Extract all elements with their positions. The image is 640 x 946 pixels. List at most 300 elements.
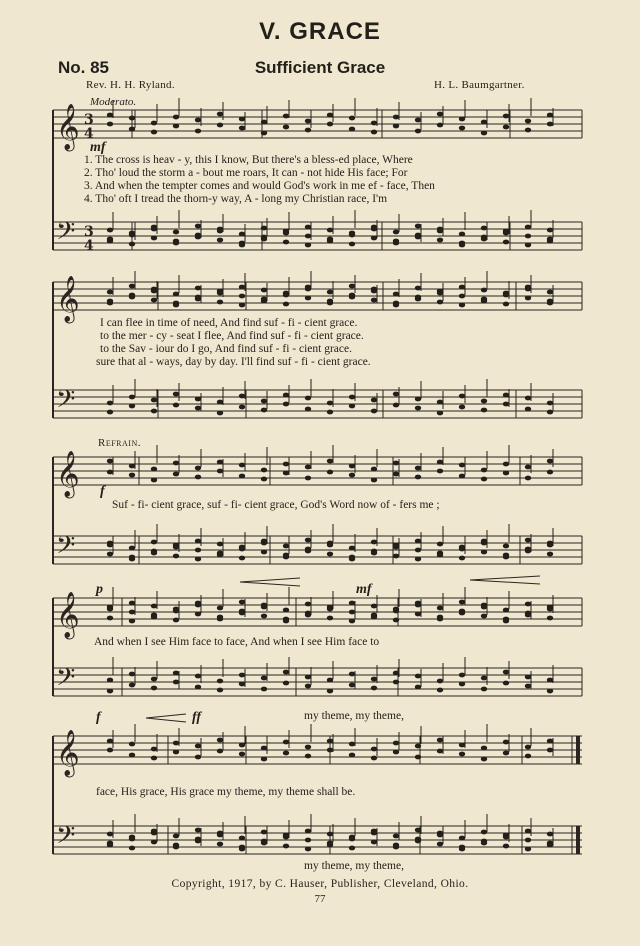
note-head — [305, 829, 311, 834]
note-head — [481, 299, 487, 304]
note-head — [415, 603, 421, 608]
dynamic-f: f — [100, 484, 105, 499]
note-head — [481, 541, 487, 546]
note-head — [261, 237, 267, 242]
note-head — [371, 756, 377, 761]
note-head — [239, 547, 245, 552]
note-head — [283, 844, 289, 849]
note-head — [261, 614, 267, 619]
note-head — [261, 746, 267, 751]
note-head — [173, 834, 179, 839]
note-head — [437, 679, 443, 684]
note-head — [261, 288, 267, 293]
note-head — [173, 403, 179, 408]
note-head — [195, 557, 201, 562]
note-head — [503, 302, 509, 307]
note-head — [371, 478, 377, 483]
verse-4-line-1: 4. Tho' oft I tread the thorn-y way, A - long my Christian race, I'm — [84, 193, 388, 205]
note-head — [283, 544, 289, 549]
note-head — [327, 552, 333, 557]
note-head — [547, 113, 553, 118]
note-head — [437, 291, 443, 296]
note-head — [327, 689, 333, 694]
note-head — [129, 464, 135, 469]
note-head — [195, 224, 201, 229]
note-head — [129, 116, 135, 121]
note-head — [437, 460, 443, 465]
verse-3-line-1: 3. And when the tempter comes and would God's work in me ef - face, Then — [84, 180, 435, 192]
note-head — [525, 128, 531, 133]
section-title: V. GRACE — [259, 18, 381, 45]
note-head — [151, 121, 157, 126]
note-head — [371, 747, 377, 752]
note-head — [525, 549, 531, 554]
note-head — [349, 295, 355, 300]
note-head — [547, 228, 553, 233]
note-head — [217, 688, 223, 693]
note-head — [547, 616, 553, 621]
note-head — [371, 677, 377, 682]
note-head — [107, 122, 113, 127]
note-head — [503, 240, 509, 245]
note-head — [503, 393, 509, 398]
note-head — [459, 847, 465, 852]
note-head — [371, 298, 377, 303]
note-head — [129, 742, 135, 747]
note-head — [283, 125, 289, 130]
note-head — [195, 603, 201, 608]
note-head — [503, 544, 509, 549]
note-head — [305, 296, 311, 301]
note-head — [151, 677, 157, 682]
note-head — [393, 115, 399, 120]
note-head — [437, 112, 443, 117]
note-head — [503, 125, 509, 130]
note-head — [239, 243, 245, 248]
note-head — [437, 411, 443, 416]
svg-text:𝄢: 𝄢 — [56, 531, 76, 566]
note-head — [437, 749, 443, 754]
verse-2-line-2: to the mer - cy - seat I flee, And find suf - fi - cient grace. — [100, 330, 364, 342]
note-head — [261, 468, 267, 473]
note-head — [459, 117, 465, 122]
note-head — [217, 617, 223, 622]
treble-clef-icon: 𝄞 — [56, 104, 80, 150]
note-head — [371, 840, 377, 845]
note-head — [129, 846, 135, 851]
note-head — [503, 231, 509, 236]
note-head — [261, 131, 267, 136]
note-head — [173, 741, 179, 746]
note-head — [305, 396, 311, 401]
note-head — [239, 303, 245, 308]
note-head — [503, 844, 509, 849]
note-head — [195, 612, 201, 617]
note-head — [393, 680, 399, 685]
note-head — [195, 297, 201, 302]
svg-text:3: 3 — [84, 224, 94, 240]
note-head — [283, 302, 289, 307]
note-head — [239, 117, 245, 122]
note-head — [327, 239, 333, 244]
note-head — [217, 842, 223, 847]
note-head — [547, 843, 553, 848]
note-head — [393, 545, 399, 550]
note-head — [239, 611, 245, 616]
note-head — [305, 538, 311, 543]
note-head — [349, 619, 355, 624]
note-head — [195, 755, 201, 760]
note-head — [459, 836, 465, 841]
note-head — [107, 459, 113, 464]
note-head — [327, 401, 333, 406]
dynamic-mf-2: mf — [356, 582, 372, 597]
note-head — [283, 240, 289, 245]
note-head — [547, 552, 553, 557]
note-head — [371, 227, 377, 232]
copyright-notice: Copyright, 1917, by C. Hauser, Publisher, Cleveland, Ohio. — [171, 878, 469, 890]
svg-text:𝄢: 𝄢 — [56, 663, 76, 698]
note-head — [415, 539, 421, 544]
note-head — [195, 828, 201, 833]
note-head — [305, 128, 311, 133]
note-head — [107, 543, 113, 548]
note-head — [305, 613, 311, 618]
note-head — [525, 407, 531, 412]
note-head — [107, 739, 113, 744]
note-head — [415, 129, 421, 134]
verse-1-line-2: I can flee in time of need, And find suf - fi - cient grace. — [100, 317, 358, 329]
note-head — [415, 548, 421, 553]
note-head — [261, 687, 267, 692]
note-head — [503, 402, 509, 407]
note-head — [261, 477, 267, 482]
note-head — [349, 395, 355, 400]
note-head — [459, 394, 465, 399]
verse-2-line-1: 2. Tho' loud the storm a - bout me roars, It can - not hide His face; For — [84, 167, 408, 179]
note-head — [195, 839, 201, 844]
note-head — [437, 833, 443, 838]
note-head — [481, 687, 487, 692]
note-head — [195, 406, 201, 411]
note-head — [503, 670, 509, 675]
verse-3-line-2: to the Sav - iour do I go, And find suf - fi - cient grace. — [100, 343, 352, 355]
note-head — [129, 395, 135, 400]
note-head — [547, 401, 553, 406]
note-head — [261, 676, 267, 681]
note-head — [195, 286, 201, 291]
note-head — [393, 845, 399, 850]
note-head — [437, 238, 443, 243]
note-head — [459, 547, 465, 552]
note-head — [305, 675, 311, 680]
note-head — [283, 670, 289, 675]
note-head — [129, 295, 135, 300]
note-head — [261, 541, 267, 546]
note-head — [459, 611, 465, 616]
note-head — [151, 398, 157, 403]
note-head — [151, 236, 157, 241]
note-head — [415, 612, 421, 617]
note-head — [371, 686, 377, 691]
note-head — [371, 467, 377, 472]
note-head — [437, 300, 443, 305]
note-head — [525, 613, 531, 618]
note-head — [459, 463, 465, 468]
note-head — [371, 236, 377, 241]
svg-text:4: 4 — [84, 126, 94, 142]
svg-text:𝄞: 𝄞 — [56, 730, 80, 776]
note-head — [283, 608, 289, 613]
note-head — [525, 119, 531, 124]
note-head — [437, 842, 443, 847]
note-head — [547, 239, 553, 244]
note-head — [129, 557, 135, 562]
dynamic-f-2: f — [96, 710, 101, 725]
note-head — [151, 540, 157, 545]
note-head — [173, 554, 179, 559]
note-head — [371, 615, 377, 620]
note-head — [547, 607, 553, 612]
note-head — [217, 469, 223, 474]
note-head — [283, 681, 289, 686]
note-head — [173, 671, 179, 676]
note-head — [283, 402, 289, 407]
note-head — [173, 545, 179, 550]
note-head — [217, 238, 223, 243]
note-head — [481, 237, 487, 242]
note-head — [393, 461, 399, 466]
note-head — [327, 678, 333, 683]
verse-4-line-2: sure that al - ways, day by day. I'll find suf - fi - cient grace. — [96, 356, 371, 368]
composer-credit: H. L. Baumgartner. — [434, 79, 525, 91]
note-head — [129, 233, 135, 238]
note-head — [459, 556, 465, 561]
note-head — [239, 463, 245, 468]
note-head — [393, 554, 399, 559]
note-head — [305, 407, 311, 412]
refrain-label: Refrain. — [98, 437, 141, 449]
refrain-lyric: Suf - fi- cient grace, suf - fi- cient grace, God's Word now of - fers me ; — [112, 499, 440, 511]
note-head — [305, 476, 311, 481]
lyricist-credit: Rev. H. H. Ryland. — [86, 79, 175, 91]
note-head — [283, 751, 289, 756]
note-head — [371, 121, 377, 126]
note-head — [107, 843, 113, 848]
note-head — [349, 127, 355, 132]
note-head — [305, 119, 311, 124]
note-head — [327, 843, 333, 848]
note-head — [481, 120, 487, 125]
system5-lyric: face, His grace, His grace my theme, my theme shall be. — [96, 786, 356, 798]
svg-text:𝄞: 𝄞 — [56, 276, 80, 322]
note-head — [305, 465, 311, 470]
note-head — [195, 685, 201, 690]
note-head — [327, 301, 333, 306]
note-head — [151, 831, 157, 836]
note-head — [459, 285, 465, 290]
note-head — [173, 609, 179, 614]
note-head — [173, 392, 179, 397]
note-head — [503, 114, 509, 119]
note-head — [305, 549, 311, 554]
note-head — [393, 609, 399, 614]
note-head — [547, 301, 553, 306]
svg-text:3: 3 — [84, 112, 94, 128]
note-head — [261, 757, 267, 762]
note-head — [195, 548, 201, 553]
note-head — [415, 466, 421, 471]
dynamic-p: p — [96, 582, 103, 597]
note-head — [547, 739, 553, 744]
note-head — [481, 830, 487, 835]
note-head — [217, 112, 223, 117]
note-head — [217, 749, 223, 754]
note-head — [459, 405, 465, 410]
note-head — [107, 552, 113, 557]
note-head — [503, 293, 509, 298]
note-head — [349, 683, 355, 688]
note-head — [459, 600, 465, 605]
note-head — [437, 469, 443, 474]
note-head — [195, 129, 201, 134]
note-head — [349, 464, 355, 469]
note-head — [503, 751, 509, 756]
note-head — [239, 600, 245, 605]
note-head — [283, 555, 289, 560]
note-head — [525, 234, 531, 239]
note-head — [349, 610, 355, 615]
note-head — [195, 466, 201, 471]
note-head — [305, 754, 311, 759]
note-head — [371, 551, 377, 556]
note-head — [481, 468, 487, 473]
note-head — [129, 619, 135, 624]
note-head — [371, 409, 377, 414]
note-head — [327, 739, 333, 744]
note-head — [217, 411, 223, 416]
note-head — [525, 287, 531, 292]
note-head — [327, 228, 333, 233]
note-head — [349, 284, 355, 289]
note-head — [547, 410, 553, 415]
note-head — [107, 410, 113, 415]
note-head — [547, 459, 553, 464]
note-head — [129, 242, 135, 247]
note-head — [415, 744, 421, 749]
note-head — [173, 845, 179, 850]
svg-text:𝄞: 𝄞 — [56, 451, 80, 497]
note-head — [459, 752, 465, 757]
note-head — [239, 752, 245, 757]
note-head — [195, 235, 201, 240]
note-head — [239, 836, 245, 841]
note-head — [283, 393, 289, 398]
note-head — [305, 243, 311, 248]
note-head — [305, 847, 311, 852]
note-head — [107, 401, 113, 406]
note-head — [107, 616, 113, 621]
note-head — [547, 290, 553, 295]
note-head — [437, 229, 443, 234]
note-head — [239, 847, 245, 852]
note-head — [261, 605, 267, 610]
note-head — [173, 115, 179, 120]
note-head — [129, 284, 135, 289]
system4-lyric: And when I see Him face to face, And when I see Him face to — [94, 636, 380, 648]
note-head — [393, 671, 399, 676]
note-head — [525, 684, 531, 689]
note-head — [437, 606, 443, 611]
note-head — [327, 832, 333, 837]
note-head — [459, 743, 465, 748]
note-head — [283, 114, 289, 119]
note-head — [327, 607, 333, 612]
note-head — [107, 748, 113, 753]
note-head — [151, 747, 157, 752]
note-head — [107, 470, 113, 475]
note-head — [151, 289, 157, 294]
note-head — [481, 614, 487, 619]
note-head — [371, 398, 377, 403]
bass-clef-icon: 𝄢 — [56, 217, 76, 252]
note-head — [415, 118, 421, 123]
note-head — [459, 126, 465, 131]
note-head — [107, 689, 113, 694]
note-head — [239, 682, 245, 687]
system-5-treble-staff — [53, 736, 582, 764]
hymn-number: No. 85 — [58, 58, 110, 77]
note-head — [217, 229, 223, 234]
note-head — [129, 753, 135, 758]
note-head — [393, 741, 399, 746]
note-head — [393, 292, 399, 297]
note-head — [415, 475, 421, 480]
note-head — [503, 619, 509, 624]
note-head — [415, 755, 421, 760]
note-head — [415, 297, 421, 302]
note-head — [239, 743, 245, 748]
note-head — [393, 124, 399, 129]
note-head — [239, 294, 245, 299]
note-head — [217, 123, 223, 128]
note-head — [437, 553, 443, 558]
svg-text:4: 4 — [84, 238, 94, 254]
note-head — [239, 405, 245, 410]
note-head — [525, 538, 531, 543]
page-number: 77 — [314, 893, 326, 905]
my-theme-upper: my theme, my theme, — [304, 710, 404, 722]
note-head — [459, 243, 465, 248]
note-head — [195, 397, 201, 402]
note-head — [349, 846, 355, 851]
note-head — [151, 615, 157, 620]
note-head — [151, 756, 157, 761]
note-head — [261, 226, 267, 231]
note-head — [481, 131, 487, 136]
note-head — [239, 232, 245, 237]
note-head — [547, 122, 553, 127]
note-head — [415, 839, 421, 844]
note-head — [129, 127, 135, 132]
note-head — [503, 462, 509, 467]
note-head — [283, 740, 289, 745]
verse-1-line-1: 1. The cross is heav - y, this I know, But there's a bless-ed place, Where — [84, 154, 413, 166]
note-head — [129, 837, 135, 842]
note-head — [437, 738, 443, 743]
note-head — [151, 551, 157, 556]
note-head — [327, 113, 333, 118]
